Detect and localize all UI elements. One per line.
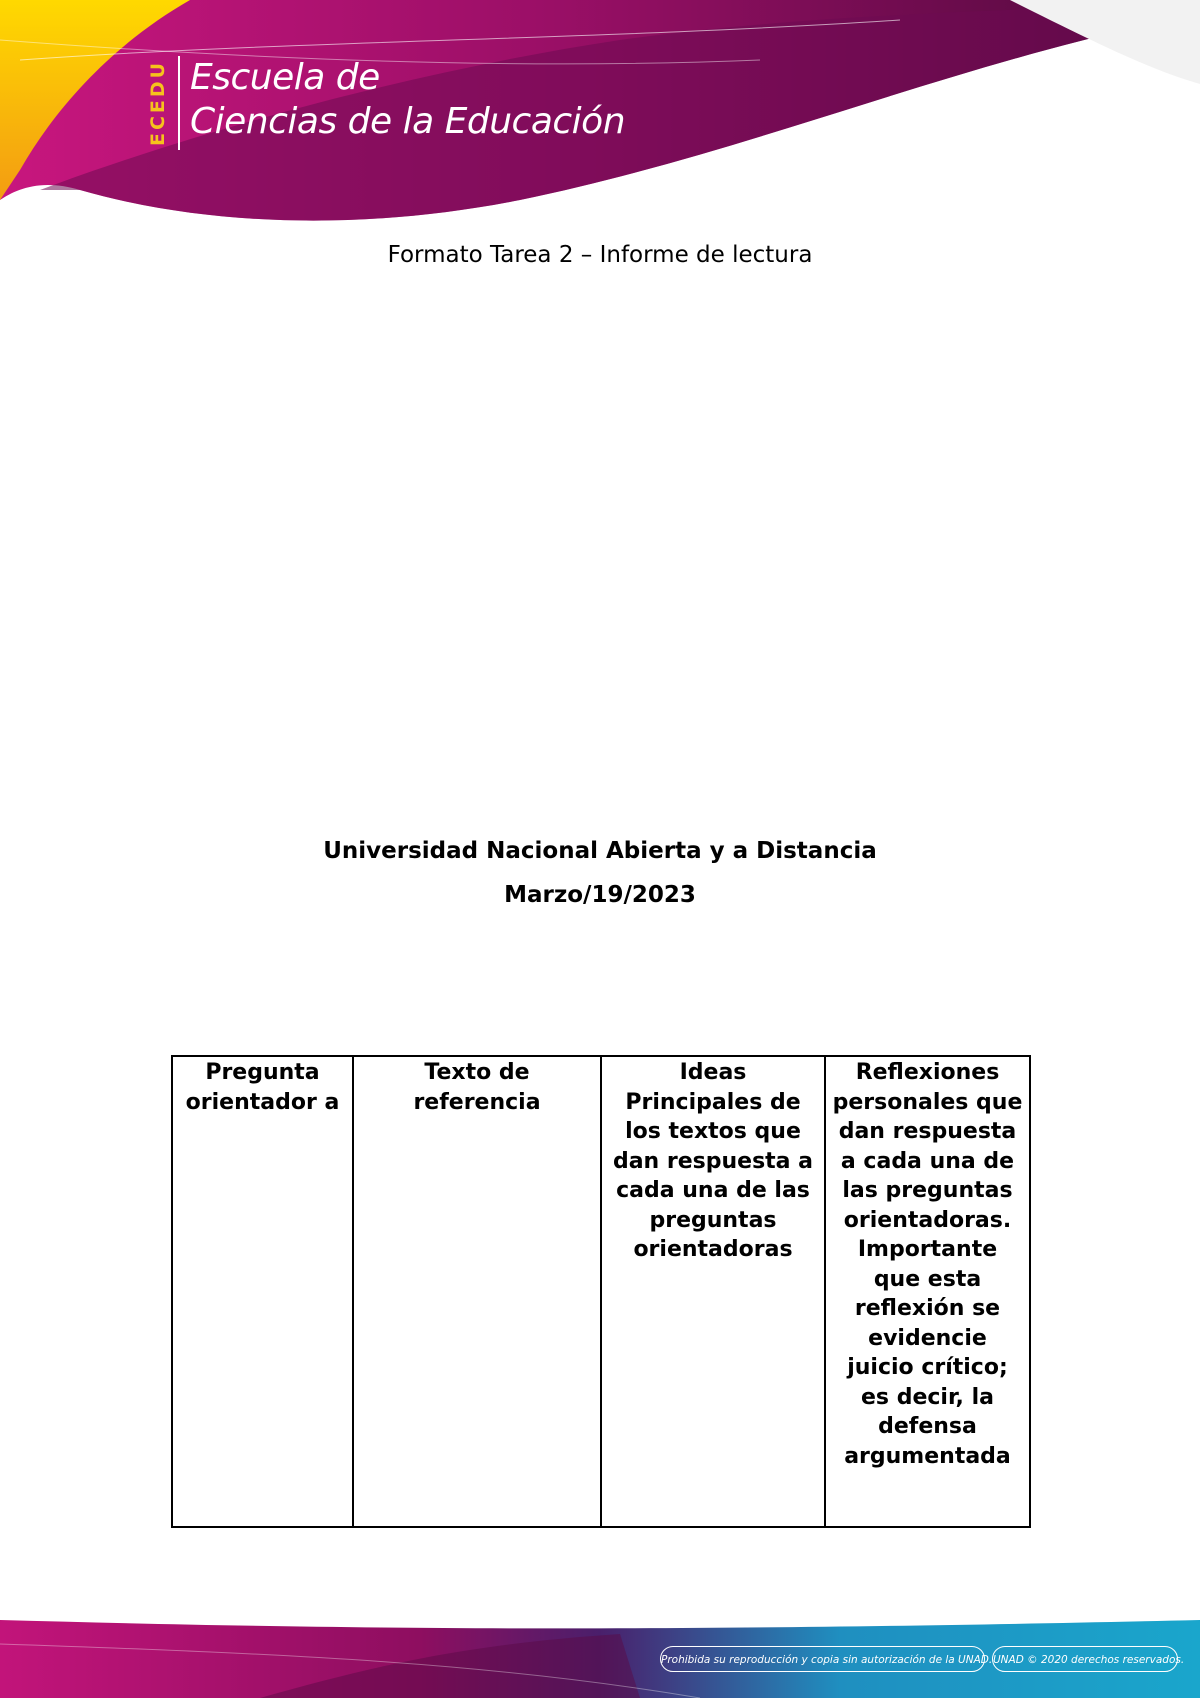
document-title: Formato Tarea 2 – Informe de lectura: [387, 242, 813, 268]
footer-notice: Prohibida su reproducción y copia sin autorización de la UNAD.: [660, 1646, 985, 1672]
header-cell-personal-reflections: Reflexiones personales que dan respuesta a cada una de las preguntas orientadoras. Importante que esta reflexión se evidencie juicio crítico; es decir, la defensa argumentada: [825, 1056, 1030, 1527]
table-header-row: [172, 1056, 1030, 1527]
header-cell-main-ideas: Ideas Principales de los textos que dan respuesta a cada una de las preguntas orientadoras: [601, 1056, 825, 1527]
brand-acronym: ECEDU: [147, 59, 169, 147]
header-cell-reference-text: Texto de referencia: [353, 1056, 601, 1527]
document-date: Marzo/19/2023: [504, 882, 696, 908]
brand-divider: [178, 56, 180, 150]
school-name: [190, 56, 625, 144]
university-name: Universidad Nacional Abierta y a Distancia: [323, 838, 877, 864]
school-name-line2: Ciencias de la Educación: [190, 101, 626, 142]
report-table: [171, 1055, 1031, 1528]
footer-copyright: UNAD © 2020 derechos reservados.: [992, 1646, 1178, 1672]
header-cell-guiding-question: Pregunta orientador a: [172, 1056, 353, 1527]
school-name-line1: Escuela de: [190, 57, 380, 98]
